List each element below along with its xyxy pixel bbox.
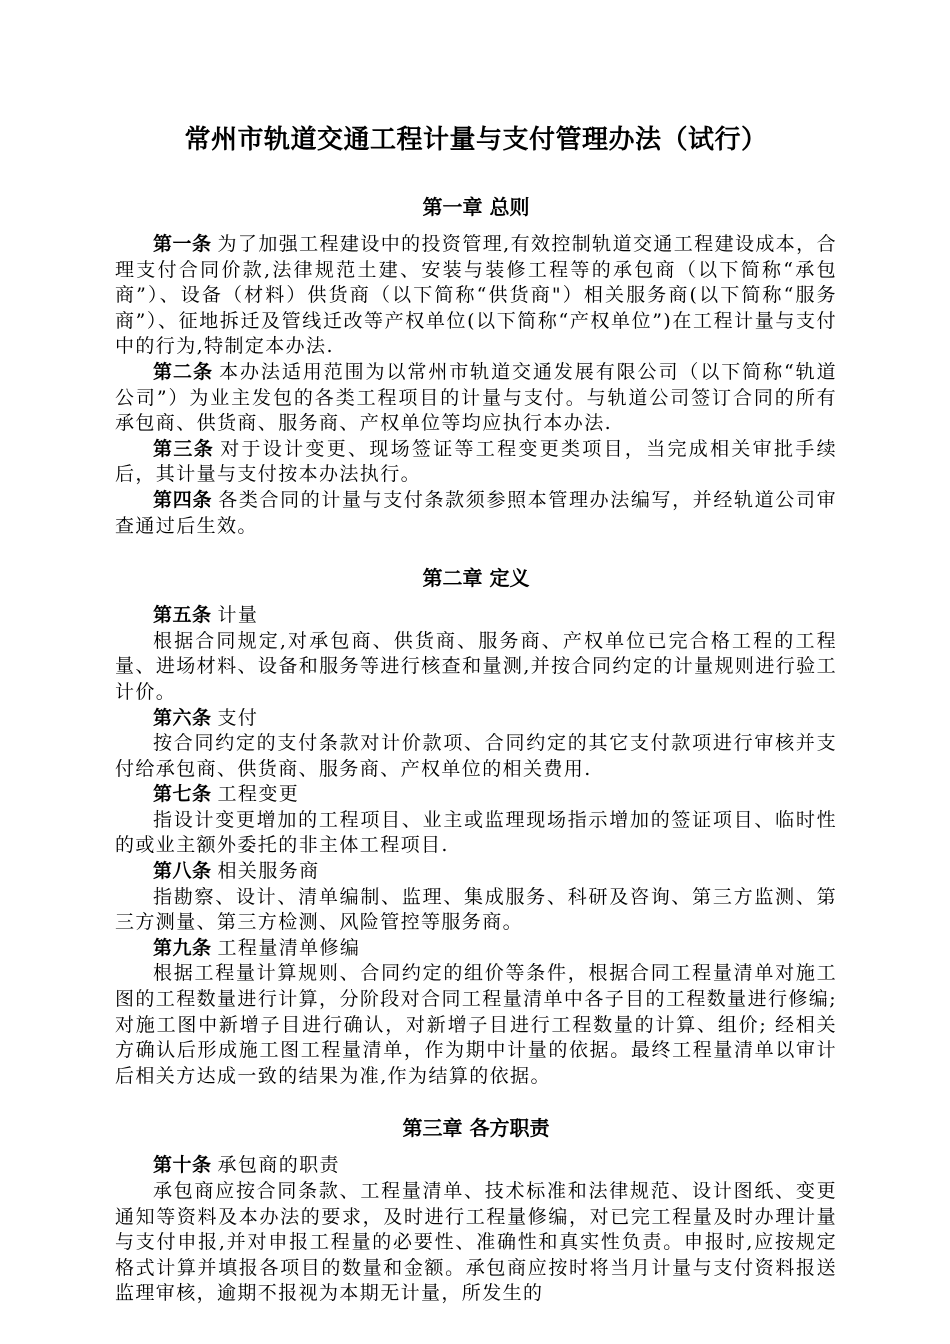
body-paragraph: 承包商应按合同条款、工程量清单、技术标准和法律规范、设计图纸、变更通知等资料及本办法的要求，及时进行工程量修编，对已完工程量及时办理计量与支付申报,并对申报工程量的必要性、准确性和真实性负责。申报时,应按规定格式计算并填报各项目的数量和金额。承包商应按时将当月计量与支付资料报送监理审核，逾期不报视为本期无计量，所发生的	[115, 1180, 837, 1305]
article-heading-paragraph	[115, 782, 837, 808]
document-title: 常州市轨道交通工程计量与支付管理办法（试行）	[184, 125, 768, 155]
article-heading-paragraph	[115, 706, 837, 732]
article-label: 第八条	[153, 860, 212, 883]
chapter-heading: 第三章 各方职责	[402, 1116, 550, 1141]
chapter-heading: 第一章 总则	[422, 195, 530, 219]
article-heading-paragraph	[115, 603, 837, 629]
article-heading-paragraph	[115, 859, 837, 885]
article-paragraph	[115, 437, 837, 488]
article-heading-paragraph	[115, 936, 837, 962]
body-paragraph: 按合同约定的支付条款对计价款项、合同约定的其它支付款项进行审核并支付给承包商、供货商、服务商、产权单位的相关费用.	[115, 732, 837, 780]
body-paragraph: 指设计变更增加的工程项目、业主或监理现场指示增加的签证项目、临时性的或业主额外委托的非主体工程项目.	[115, 808, 837, 857]
article-text: 本办法适用范围为以常州市轨道交通发展有限公司（以下简称“轨道公司”）为业主发包的各类工程项目的计量与支付。与轨道公司签订合同的所有承包商、供货商、服务商、产权单位等均应执行本办法.	[115, 360, 837, 435]
article-paragraph	[115, 360, 837, 437]
chapter-heading: 第二章 定义	[422, 566, 530, 591]
article-text: 相关服务商	[217, 860, 320, 883]
article-heading-paragraph	[115, 1153, 837, 1179]
article-label: 第十条	[153, 1154, 212, 1177]
article-label: 第六条	[153, 706, 212, 729]
article-label: 第四条	[153, 488, 213, 511]
article-label: 第九条	[153, 936, 212, 959]
chapter-1	[115, 192, 837, 539]
article-label: 第五条	[153, 604, 212, 627]
chapter-3	[115, 1113, 837, 1307]
article-text: 支付	[217, 706, 259, 729]
article-text: 各类合同的计量与支付条款须参照本管理办法编写，并经轨道公司审查通过后生效。	[115, 488, 837, 537]
article-text: 工程量清单修编	[217, 936, 361, 959]
chapter-2	[115, 563, 837, 1089]
article-label: 第一条	[153, 233, 212, 255]
article-label: 第七条	[153, 783, 212, 806]
article-text: 计量	[217, 604, 259, 627]
article-paragraph	[115, 232, 837, 360]
article-text: 承包商的职责	[217, 1154, 340, 1177]
article-label: 第二条	[153, 360, 214, 383]
body-paragraph: 根据合同规定,对承包商、供货商、服务商、产权单位已完合格工程的工程量、进场材料、设备和服务等进行核查和量测,并按合同约定的计量规则进行验工计价。	[115, 629, 837, 703]
document-page	[115, 120, 837, 1307]
article-text: 对于设计变更、现场签证等工程变更类项目，当完成相关审批手续后，其计量与支付按本办法执行。	[115, 437, 837, 486]
article-text: 工程变更	[217, 783, 300, 806]
article-paragraph	[115, 488, 837, 539]
body-paragraph: 指勘察、设计、清单编制、监理、集成服务、科研及咨询、第三方监测、第三方测量、第三方检测、风险管控等服务商。	[115, 885, 837, 934]
article-label: 第三条	[153, 437, 215, 460]
body-paragraph: 根据工程量计算规则、合同约定的组价等条件，根据合同工程量清单对施工图的工程数量进行计算，分阶段对合同工程量清单中各子目的工程数量进行修编;对施工图中新增子目进行确认，对新增子目进行工程数量的计算、组价; 经相关方确认后形成施工图工程量清单，作为期中计量的依据。最终工程量清单以审计后相关方达成一致的结果为准,作为结算的依据。	[115, 962, 837, 1087]
article-text: 为了加强工程建设中的投资管理,有效控制轨道交通工程建设成本，合理支付合同价款,法律规范土建、安装与装修工程等的承包商（以下简称“承包商”）、设备（材料）供货商（以下简称“供货商"）相关服务商(以下简称“服务商”）、征地拆迁及管线迁改等产权单位(以下简称“产权单位”)在工程计量与支付中的行为,特制定本办法.	[115, 233, 837, 358]
